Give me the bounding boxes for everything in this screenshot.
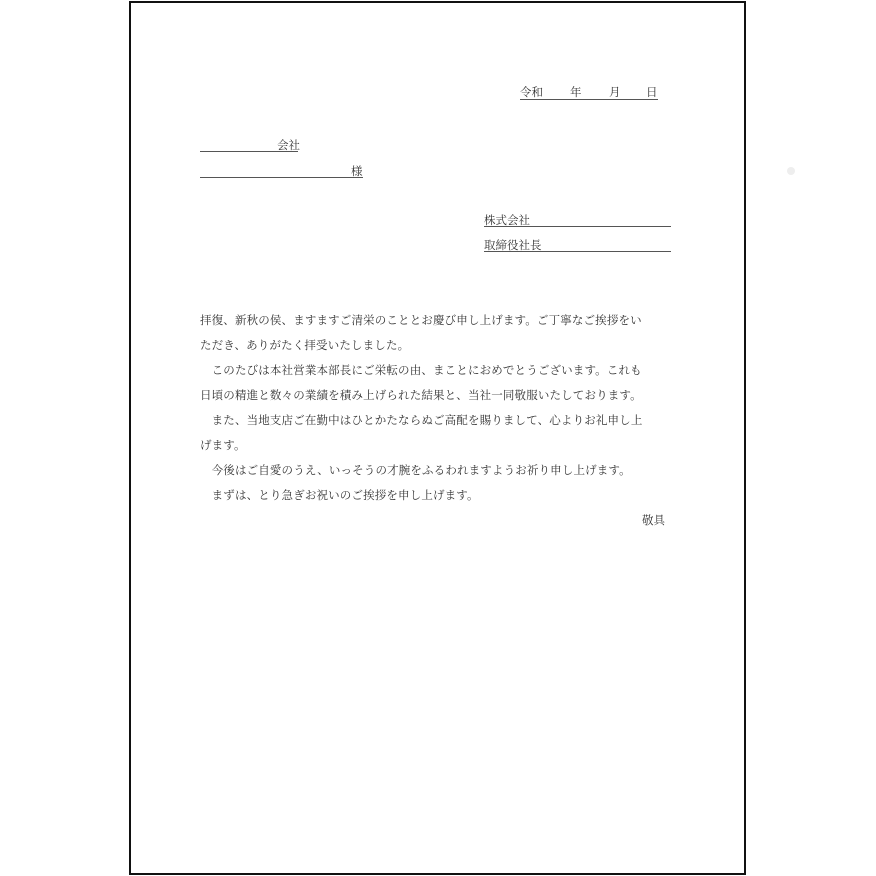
sender-title: 取締役社長 [484,238,542,252]
sender-company-prefix: 株式会社 [484,213,530,227]
letter-line: まずは、とり急ぎお祝いのご挨拶を申し上げます。 [200,488,479,502]
letter-line: このたびは本社営業本部長にご栄転の由、まことにおめでとうございます。これも [200,363,642,377]
date-month: 月 [609,85,621,99]
recipient-company-suffix: 会社 [277,138,300,152]
background-dot [787,167,795,175]
recipient-honorific: 様 [351,164,363,178]
letter-line: 今後はご自愛のうえ、いっそうの才腕をふるわれますようお祈り申し上げます。 [200,463,631,477]
letter-line: 拝復、新秋の侯、ますますご清栄のこととお慶び申し上げます。ご丁寧なご挨拶をい [200,313,642,327]
recipient-name-underline [200,177,363,178]
sender-company-underline [484,226,671,227]
letter-line: ただき、ありがたく拝受いたしました。 [200,338,410,352]
document-page [129,1,746,875]
letter-line: 日頃の精進と数々の業績を積み上げられた結果と、当社一同敬服いたしております。 [200,388,642,402]
letter-closing: 敬具 [642,513,665,527]
letter-line: げます。 [200,438,246,452]
sender-title-underline [484,251,671,252]
date-underline [520,99,658,100]
letter-line: また、当地支店ご在勤中はひとかたならぬご高配を賜りまして、心よりお礼申し上 [200,413,643,427]
date-year: 年 [570,85,582,99]
date-era: 令和 [520,85,543,99]
date-day: 日 [646,85,658,99]
